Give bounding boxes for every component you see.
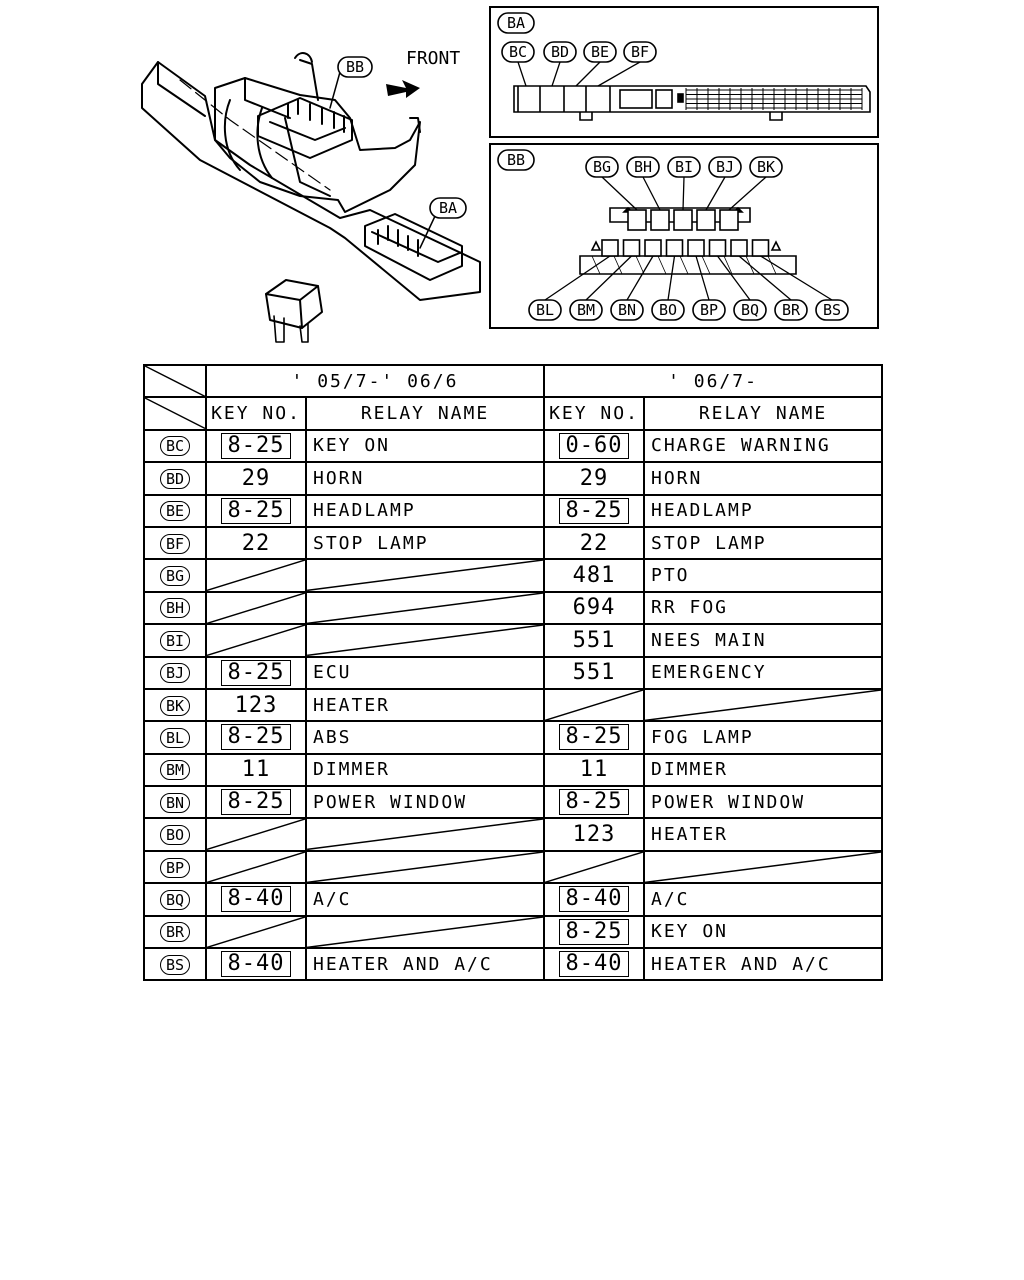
relay-name-header-2: RELAY NAME — [644, 397, 882, 429]
relay-code-cell — [144, 657, 206, 689]
bb-label-bi — [668, 157, 700, 177]
relay-name-2: HEATER AND A/C — [644, 948, 882, 980]
bb-bottom-relay — [667, 240, 683, 256]
table-row — [144, 818, 882, 850]
key-no-cell-1 — [206, 657, 306, 689]
key-no-cell-2 — [544, 786, 644, 818]
key-no-cell-2 — [544, 462, 644, 494]
relay-code-cell — [144, 883, 206, 915]
relay-code-cell — [144, 527, 206, 559]
relay-location-diagram — [0, 0, 1024, 360]
key-no-cell-2 — [544, 495, 644, 527]
key-no-cell-1 — [206, 689, 306, 721]
bb-label-bq — [734, 300, 766, 320]
relay-code: BF — [160, 534, 190, 554]
bb-label-bm-text: BM — [576, 301, 596, 319]
bb-bottom-relay — [645, 240, 661, 256]
bb-label-bl-text: BL — [535, 301, 555, 319]
relay-code: BN — [160, 793, 190, 813]
panel-ba — [490, 7, 878, 137]
relay-code: BL — [160, 728, 190, 748]
relay-name-1: A/C — [306, 883, 544, 915]
key-no-cell-2 — [544, 721, 644, 753]
key-no-header-2: KEY NO. — [544, 397, 644, 429]
callout-ba: BA — [438, 199, 458, 217]
relay-name-empty-2 — [644, 851, 882, 883]
relay-code-cell — [144, 462, 206, 494]
callout-bb: BB — [345, 58, 365, 76]
relay-name-2: NEES MAIN — [644, 624, 882, 656]
relay-name-1: KEY ON — [306, 430, 544, 462]
relay-table — [143, 364, 883, 981]
key-no-cell-1 — [206, 948, 306, 980]
relay-name-2: RR FOG — [644, 592, 882, 624]
key-no-empty-1 — [206, 818, 306, 850]
relay-name-1: HEATER — [306, 689, 544, 721]
key-no: 29 — [241, 465, 271, 491]
relay-code: BO — [160, 825, 190, 845]
bb-label-bh-text: BH — [633, 158, 653, 176]
relay-name-1: HEADLAMP — [306, 495, 544, 527]
front-arrow-icon — [386, 80, 420, 98]
bb-bottom-relay — [624, 240, 640, 256]
bb-relay-block — [258, 98, 352, 158]
panel-bb — [490, 144, 878, 328]
key-no: 551 — [572, 660, 616, 686]
panel-ba-title: BA — [506, 14, 526, 32]
bb-top-relay — [674, 210, 692, 230]
bb-label-bi-text: BI — [674, 158, 694, 176]
bb-label-bn-text: BN — [617, 301, 637, 319]
table-row — [144, 916, 882, 948]
key-no: 0-60 — [559, 433, 630, 459]
key-no-cell-1 — [206, 721, 306, 753]
key-no: 694 — [572, 595, 616, 621]
table-row — [144, 883, 882, 915]
frame-rail — [142, 62, 480, 300]
key-no-cell-2 — [544, 754, 644, 786]
key-no: 481 — [572, 563, 616, 589]
bb-label-br-text: BR — [781, 301, 801, 319]
relay-name-2: HORN — [644, 462, 882, 494]
relay-code: BS — [160, 955, 190, 975]
key-no-empty-1 — [206, 592, 306, 624]
relay-code-cell — [144, 624, 206, 656]
key-no-cell-2 — [544, 883, 644, 915]
relay-name-1: DIMMER — [306, 754, 544, 786]
key-no-cell-2 — [544, 916, 644, 948]
bb-label-bg — [586, 157, 618, 177]
table-header-columns — [144, 397, 882, 429]
relay-code: BQ — [160, 890, 190, 910]
relay-code-cell — [144, 754, 206, 786]
key-no: 123 — [572, 822, 616, 848]
relay-code: BR — [160, 922, 190, 942]
corner-cell — [144, 397, 206, 429]
key-no: 8-25 — [221, 724, 292, 750]
relay-name-empty-2 — [644, 689, 882, 721]
key-no-cell-1 — [206, 430, 306, 462]
bb-top-relay — [628, 210, 646, 230]
bb-label-br — [775, 300, 807, 320]
relay-code-cell — [144, 948, 206, 980]
bb-label-bg-text: BG — [592, 158, 612, 176]
key-no: 8-25 — [559, 789, 630, 815]
bb-label-bo-text: BO — [658, 301, 678, 319]
key-no: 8-25 — [221, 789, 292, 815]
table-row — [144, 657, 882, 689]
key-no-cell-2 — [544, 948, 644, 980]
relay-name-1: HEATER AND A/C — [306, 948, 544, 980]
relay-name-empty-1 — [306, 818, 544, 850]
key-no-cell-2 — [544, 592, 644, 624]
relay-code-cell — [144, 786, 206, 818]
relay-name-empty-1 — [306, 916, 544, 948]
bb-bottom-relay — [688, 240, 704, 256]
key-no-empty-1 — [206, 916, 306, 948]
relay-code-cell — [144, 592, 206, 624]
bb-label-bp-text: BP — [699, 301, 719, 319]
relay-name-header-1: RELAY NAME — [306, 397, 544, 429]
bb-top-relay — [651, 210, 669, 230]
key-no-cell-2 — [544, 527, 644, 559]
bb-label-bj-text: BJ — [715, 158, 735, 176]
key-no-header-1: KEY NO. — [206, 397, 306, 429]
relay-name-2: CHARGE WARNING — [644, 430, 882, 462]
bb-bottom-relay — [710, 240, 726, 256]
relay-code-cell — [144, 818, 206, 850]
table-row — [144, 754, 882, 786]
bb-bottom-relay — [602, 240, 618, 256]
table-row — [144, 559, 882, 591]
bb-label-bm — [570, 300, 602, 320]
key-no: 123 — [234, 692, 278, 718]
table-row — [144, 624, 882, 656]
key-no: 8-40 — [559, 886, 630, 912]
front-label: FRONT — [406, 48, 461, 69]
key-no-cell-1 — [206, 462, 306, 494]
relay-code: BK — [160, 696, 190, 716]
relay-name-1: STOP LAMP — [306, 527, 544, 559]
relay-name-2: A/C — [644, 883, 882, 915]
ba-label-bf-text: BF — [630, 43, 650, 61]
relay-name-1: HORN — [306, 462, 544, 494]
table-row — [144, 462, 882, 494]
key-no-cell-2 — [544, 430, 644, 462]
relay-code: BD — [160, 469, 190, 489]
relay-code: BM — [160, 760, 190, 780]
key-no: 551 — [572, 627, 616, 653]
relay-code-cell — [144, 559, 206, 591]
bb-label-bj — [709, 157, 741, 177]
bb-label-bh — [627, 157, 659, 177]
table-row — [144, 851, 882, 883]
key-no: 8-25 — [221, 660, 292, 686]
key-no-empty-2 — [544, 689, 644, 721]
key-no: 8-25 — [221, 498, 292, 524]
table-row — [144, 527, 882, 559]
bb-bottom-relay — [753, 240, 769, 256]
relay-code: BJ — [160, 663, 190, 683]
key-no-cell-1 — [206, 786, 306, 818]
period-2-header: ' 06/7- — [544, 365, 882, 397]
key-no: 8-25 — [559, 919, 630, 945]
bb-label-bl — [529, 300, 561, 320]
key-no: 8-40 — [221, 951, 292, 977]
bb-bottom-relay — [731, 240, 747, 256]
relay-name-2: PTO — [644, 559, 882, 591]
ba-label-bd-text: BD — [550, 43, 570, 61]
table-header-period — [144, 365, 882, 397]
key-no: 8-25 — [221, 433, 292, 459]
relay-code: BG — [160, 566, 190, 586]
relay-name-2: DIMMER — [644, 754, 882, 786]
table-row — [144, 721, 882, 753]
ba-label-bc — [502, 42, 534, 62]
key-no: 11 — [579, 757, 609, 783]
table-row — [144, 786, 882, 818]
relay-name-1: ECU — [306, 657, 544, 689]
table-row — [144, 430, 882, 462]
key-no: 8-25 — [559, 724, 630, 750]
relay-name-2: KEY ON — [644, 916, 882, 948]
table-row — [144, 495, 882, 527]
bb-label-bp — [693, 300, 725, 320]
bb-top-relay — [697, 210, 715, 230]
key-no: 29 — [579, 465, 609, 491]
relay-name-2: HEADLAMP — [644, 495, 882, 527]
ba-label-bd — [544, 42, 576, 62]
panel-bb-title: BB — [506, 151, 526, 169]
relay-code: BC — [160, 436, 190, 456]
relay-name-empty-1 — [306, 624, 544, 656]
table-row — [144, 948, 882, 980]
table-row — [144, 689, 882, 721]
period-1-header: ' 05/7-' 06/6 — [206, 365, 544, 397]
key-no: 11 — [241, 757, 271, 783]
bb-label-bk — [750, 157, 782, 177]
key-no-empty-1 — [206, 624, 306, 656]
bb-label-bs — [816, 300, 848, 320]
relay-name-empty-1 — [306, 559, 544, 591]
key-no-cell-1 — [206, 754, 306, 786]
ba-label-bf — [624, 42, 656, 62]
relay-code-cell — [144, 495, 206, 527]
ba-label-bc-text: BC — [508, 43, 528, 61]
relay-code: BI — [160, 631, 190, 651]
bb-label-bq-text: BQ — [740, 301, 760, 319]
relay-code-cell — [144, 430, 206, 462]
key-no-empty-2 — [544, 851, 644, 883]
bb-top-relay — [720, 210, 738, 230]
key-no: 22 — [241, 530, 271, 556]
relay-code: BH — [160, 598, 190, 618]
bb-label-bn — [611, 300, 643, 320]
key-no-cell-1 — [206, 527, 306, 559]
key-no-empty-1 — [206, 559, 306, 591]
key-no: 22 — [579, 530, 609, 556]
bb-label-bk-text: BK — [756, 158, 776, 176]
relay-code-cell — [144, 851, 206, 883]
relay-name-empty-1 — [306, 851, 544, 883]
relay-name-empty-1 — [306, 592, 544, 624]
relay-name-2: FOG LAMP — [644, 721, 882, 753]
corner-cell — [144, 365, 206, 397]
key-no-cell-2 — [544, 624, 644, 656]
relay-name-1: ABS — [306, 721, 544, 753]
table-row — [144, 592, 882, 624]
key-no: 8-40 — [559, 951, 630, 977]
key-no-cell-2 — [544, 818, 644, 850]
key-no: 8-40 — [221, 886, 292, 912]
relay-name-1: POWER WINDOW — [306, 786, 544, 818]
key-no-cell-2 — [544, 559, 644, 591]
key-no-cell-2 — [544, 657, 644, 689]
key-no-empty-1 — [206, 851, 306, 883]
relay-code: BP — [160, 858, 190, 878]
relay-name-2: HEATER — [644, 818, 882, 850]
key-no-cell-1 — [206, 883, 306, 915]
relay-code-cell — [144, 689, 206, 721]
key-no-cell-1 — [206, 495, 306, 527]
key-no: 8-25 — [559, 498, 630, 524]
bb-label-bs-text: BS — [822, 301, 842, 319]
relay-code: BE — [160, 501, 190, 521]
ba-label-be — [584, 42, 616, 62]
relay-name-2: EMERGENCY — [644, 657, 882, 689]
bb-label-bo — [652, 300, 684, 320]
relay-code-cell — [144, 721, 206, 753]
relay-code-cell — [144, 916, 206, 948]
relay-name-2: POWER WINDOW — [644, 786, 882, 818]
relay-name-2: STOP LAMP — [644, 527, 882, 559]
ba-label-be-text: BE — [590, 43, 610, 61]
